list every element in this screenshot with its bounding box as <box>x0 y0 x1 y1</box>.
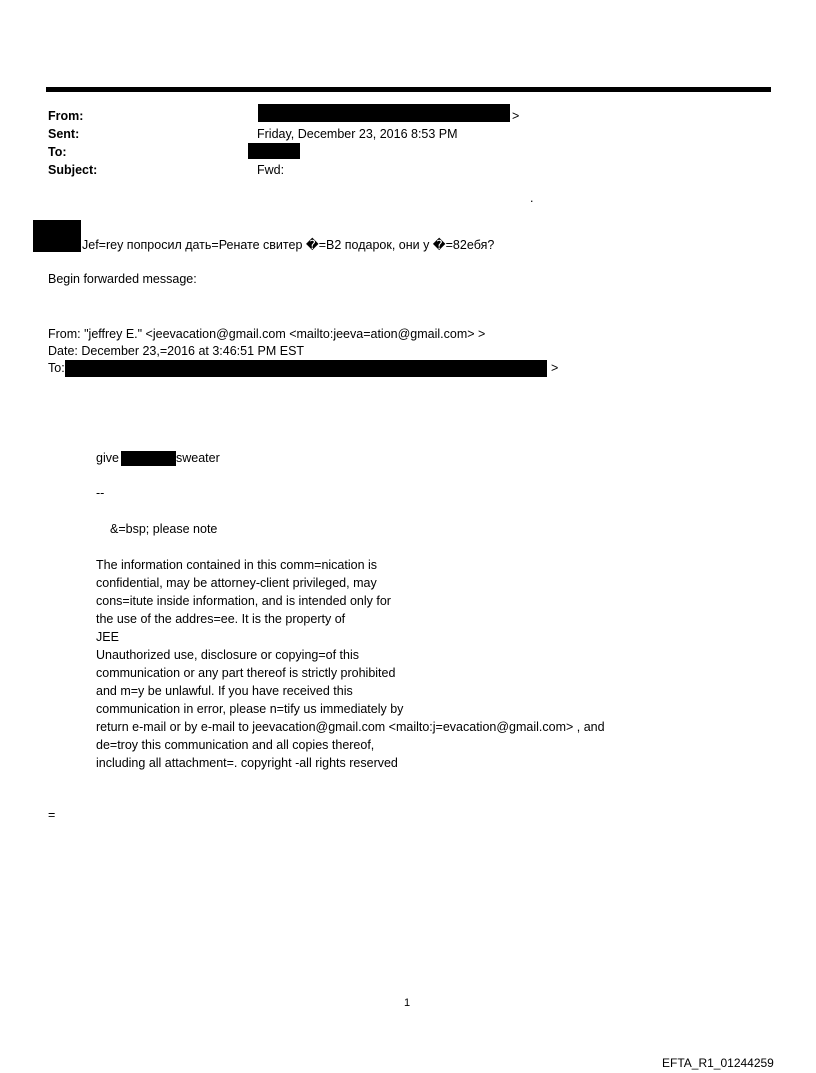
sent-label: Sent: <box>48 127 80 141</box>
redaction-from <box>258 104 510 122</box>
give-word: give <box>96 451 119 465</box>
disclaimer-line: de=troy this communication and all copies thereof, <box>96 738 375 752</box>
disclaimer-line: return e-mail or by e-mail to jeevacation@gmail.com <mailto:j=evacation@gmail.com> , and <box>96 720 605 734</box>
forwarded-to-suffix: > <box>551 361 559 375</box>
disclaimer-line: including all attachment=. copyright -all rights reserved <box>96 756 398 770</box>
forwarded-to-label: To: <box>48 361 65 375</box>
disclaimer-line: and m=y be unlawful. If you have received this <box>96 684 353 698</box>
forwarded-date: Date: December 23,=2016 at 3:46:51 PM EST <box>48 344 305 358</box>
subject-value: Fwd: <box>257 163 285 177</box>
disclaimer-line: communication in error, please n=tify us immediately by <box>96 702 404 716</box>
sweater-word: sweater <box>176 451 220 465</box>
trailing-equals: = <box>48 808 56 822</box>
from-suffix: > <box>512 109 520 123</box>
redaction-to <box>248 143 300 159</box>
redaction-forwarded-to <box>65 360 547 377</box>
signature-dashes: -- <box>96 486 105 500</box>
header-rule <box>46 87 771 92</box>
subject-label: Subject: <box>48 163 98 177</box>
sent-value: Friday, December 23, 2016 8:53 PM <box>257 127 458 141</box>
disclaimer-line: the use of the addres=ee. It is the property of <box>96 612 346 626</box>
forwarded-from: From: "jeffrey E." <jeevacation@gmail.com <mailto:jeeva=ation@gmail.com> > <box>48 327 486 341</box>
stray-dot: . <box>530 191 534 205</box>
please-note: &=bsp; please note <box>110 522 218 536</box>
disclaimer-line: cons=itute inside information, and is intended only for <box>96 594 391 608</box>
russian-message: Jef=rey попросил дать=Ренате свитер �=B2 подарок, они у �=82eбя? <box>82 238 495 252</box>
disclaimer-line: Unauthorized use, disclosure or copying=of this <box>96 648 359 662</box>
document-id: EFTA_R1_01244259 <box>662 1056 774 1070</box>
to-label: To: <box>48 145 67 159</box>
redaction-sender <box>33 220 81 252</box>
page-number: 1 <box>404 997 411 1009</box>
from-label: From: <box>48 109 84 123</box>
disclaimer-line: communication or any part thereof is strictly prohibited <box>96 666 396 680</box>
disclaimer-line: The information contained in this comm=nication is <box>96 558 378 572</box>
begin-forwarded: Begin forwarded message: <box>48 272 197 286</box>
disclaimer-line: JEE <box>96 630 119 644</box>
disclaimer-line: confidential, may be attorney-client privileged, may <box>96 576 377 590</box>
redaction-recipient <box>121 451 176 466</box>
